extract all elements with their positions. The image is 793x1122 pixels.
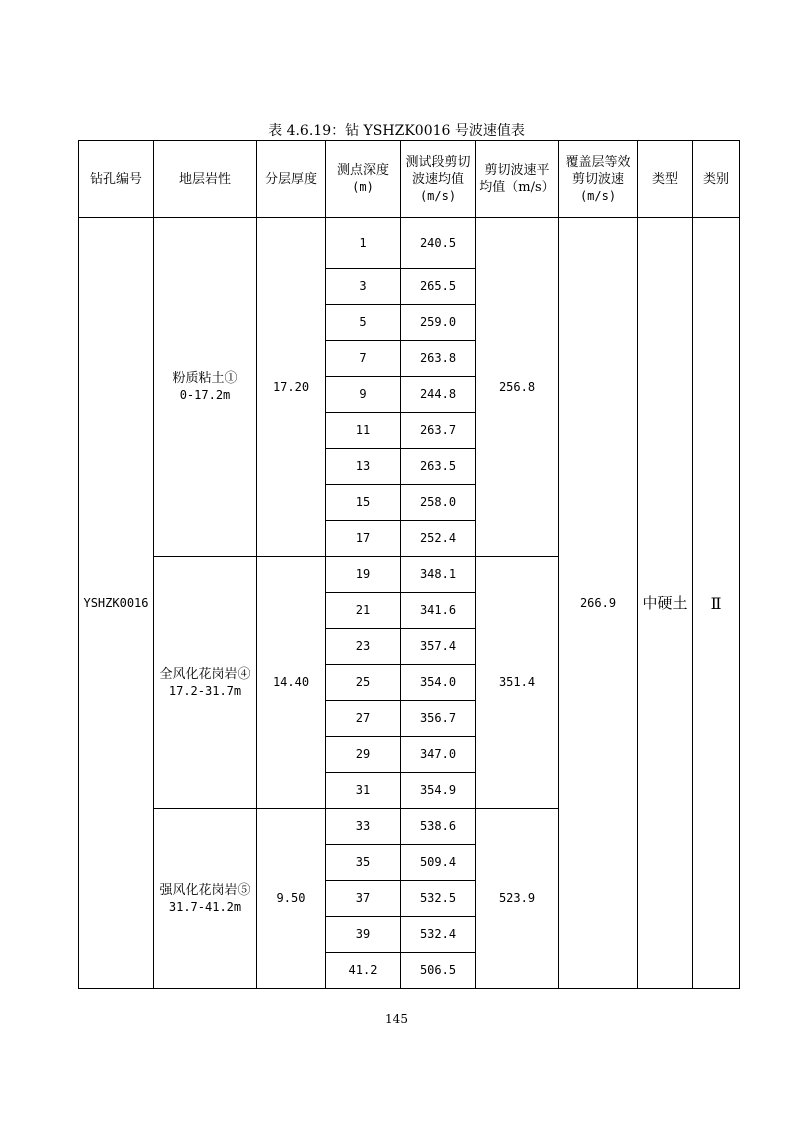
depth-cell: 13 xyxy=(326,449,401,485)
velocity-cell: 258.0 xyxy=(401,485,476,521)
depth-cell: 37 xyxy=(326,881,401,917)
header-type: 类型 xyxy=(638,141,693,218)
stratum-cell xyxy=(154,809,257,989)
velocity-cell: 263.5 xyxy=(401,449,476,485)
depth-cell: 31 xyxy=(326,773,401,809)
site-category-cell: Ⅱ xyxy=(693,218,740,989)
velocity-cell: 509.4 xyxy=(401,845,476,881)
depth-cell: 35 xyxy=(326,845,401,881)
velocity-cell: 356.7 xyxy=(401,701,476,737)
depth-cell: 15 xyxy=(326,485,401,521)
velocity-cell: 240.5 xyxy=(401,218,476,269)
wave-velocity-table xyxy=(78,140,740,989)
depth-cell: 39 xyxy=(326,917,401,953)
stratum-name: 全风化花岗岩④ xyxy=(159,666,251,682)
header-segment-velocity: 测试段剪切 波速均值 (m/s) xyxy=(401,141,476,218)
header-stratum: 地层岩性 xyxy=(154,141,257,218)
header-depth: 测点深度 (m) xyxy=(326,141,401,218)
page-number: 145 xyxy=(385,1012,408,1026)
depth-cell: 29 xyxy=(326,737,401,773)
velocity-cell: 348.1 xyxy=(401,557,476,593)
stratum-range: 17.2-31.7m xyxy=(168,683,242,698)
velocity-cell: 263.7 xyxy=(401,413,476,449)
thickness-cell: 17.20 xyxy=(257,218,326,557)
depth-cell: 3 xyxy=(326,269,401,305)
velocity-cell: 538.6 xyxy=(401,809,476,845)
velocity-cell: 532.4 xyxy=(401,917,476,953)
table-caption: 表 4.6.19：钻 YSHZK0016 号波速值表 xyxy=(268,123,525,139)
average-velocity-cell: 523.9 xyxy=(476,809,559,989)
stratum-cell xyxy=(154,557,257,809)
velocity-cell: 341.6 xyxy=(401,593,476,629)
depth-cell: 21 xyxy=(326,593,401,629)
depth-cell: 17 xyxy=(326,521,401,557)
equivalent-velocity-cell: 266.9 xyxy=(559,218,638,989)
velocity-cell: 354.9 xyxy=(401,773,476,809)
depth-cell: 27 xyxy=(326,701,401,737)
site-type-cell: 中硬土 xyxy=(638,218,693,989)
thickness-cell: 9.50 xyxy=(257,809,326,989)
depth-cell: 23 xyxy=(326,629,401,665)
depth-cell: 9 xyxy=(326,377,401,413)
velocity-cell: 357.4 xyxy=(401,629,476,665)
velocity-cell: 506.5 xyxy=(401,953,476,989)
depth-cell: 33 xyxy=(326,809,401,845)
velocity-cell: 354.0 xyxy=(401,665,476,701)
depth-cell: 7 xyxy=(326,341,401,377)
velocity-cell: 532.5 xyxy=(401,881,476,917)
stratum-range: 31.7-41.2m xyxy=(168,899,242,914)
average-velocity-cell: 351.4 xyxy=(476,557,559,809)
header-equivalent-velocity: 覆盖层等效 剪切波速 (m/s) xyxy=(559,141,638,218)
depth-cell: 11 xyxy=(326,413,401,449)
header-category: 类别 xyxy=(693,141,740,218)
header-row xyxy=(79,141,740,218)
average-velocity-cell: 256.8 xyxy=(476,218,559,557)
velocity-cell: 244.8 xyxy=(401,377,476,413)
stratum-range: 0-17.2m xyxy=(179,388,231,402)
velocity-cell: 259.0 xyxy=(401,305,476,341)
header-hole: 钻孔编号 xyxy=(79,141,154,218)
depth-cell: 1 xyxy=(326,218,401,269)
table-body xyxy=(79,218,740,989)
depth-cell: 25 xyxy=(326,665,401,701)
stratum-name: 强风化花岗岩⑤ xyxy=(159,882,251,898)
header-thickness: 分层厚度 xyxy=(257,141,326,218)
velocity-cell: 265.5 xyxy=(401,269,476,305)
velocity-cell: 263.8 xyxy=(401,341,476,377)
depth-cell: 41.2 xyxy=(326,953,401,989)
velocity-cell: 252.4 xyxy=(401,521,476,557)
stratum-name: 粉质粘土① xyxy=(172,371,238,386)
depth-cell: 5 xyxy=(326,305,401,341)
thickness-cell: 14.40 xyxy=(257,557,326,809)
velocity-cell: 347.0 xyxy=(401,737,476,773)
depth-cell: 19 xyxy=(326,557,401,593)
table-row xyxy=(79,218,740,269)
header-average-velocity: 剪切波速平 均值（m/s） xyxy=(476,141,559,218)
stratum-cell xyxy=(154,218,257,557)
hole-id-cell: YSHZK0016 xyxy=(79,218,154,989)
